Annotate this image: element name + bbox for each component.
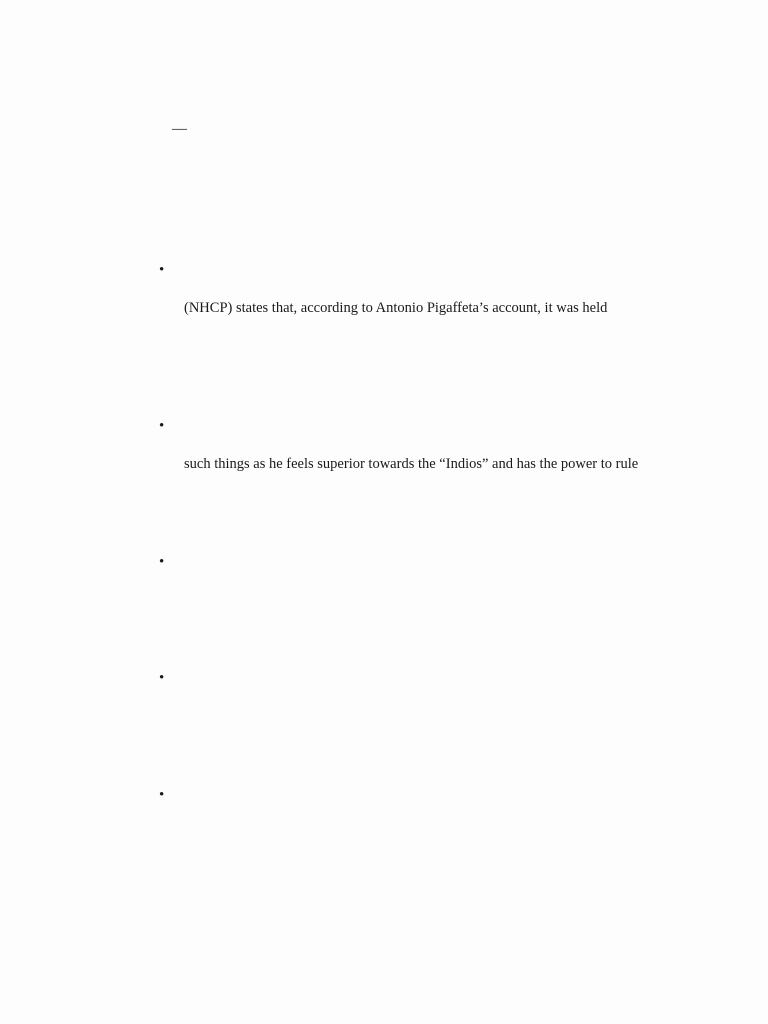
bullet-point: • [159, 554, 165, 570]
text-line: (NHCP) states that, according to Antonio Pigaffeta’s account, it was held [184, 300, 608, 316]
bullet-point: • [159, 418, 165, 434]
bullet-point: • [159, 262, 165, 278]
bullet-point: • [159, 670, 165, 686]
em-dash: — [172, 121, 187, 137]
bullet-point: • [159, 787, 165, 803]
text-line: such things as he feels superior towards the “Indios” and has the power to rule [184, 456, 639, 472]
